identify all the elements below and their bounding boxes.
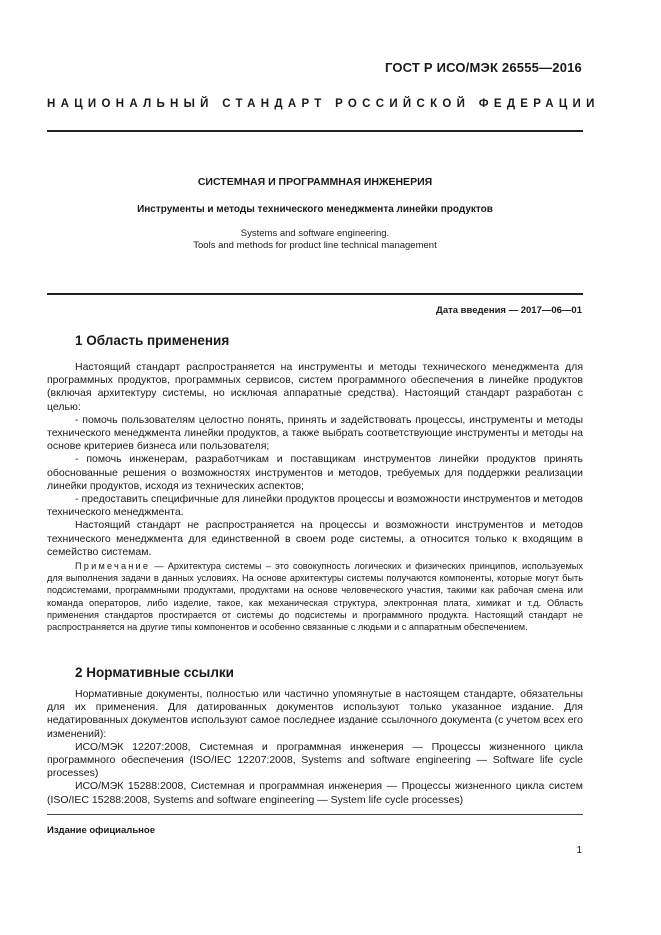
list-item: - помочь пользователям целостно понять, принять и задействовать процессы, инструменты и методы технического менеджмента линейки продуктов, а также выбрать соответствующие инструменты и методы на основе критериев бизнеса или пользователя;: [47, 413, 583, 453]
english-title-line-2: Tools and methods for product line technical management: [193, 240, 437, 251]
reference-item: ИСО/МЭК 12207:2008, Системная и программная инженерия — Процессы жизненного цикла программного обеспечения (ISO/IEC 12207:2008, Systems and software engineering — Software life cycle processes): [47, 740, 583, 780]
section-heading: 1 Область применения: [75, 333, 230, 348]
list-item: - помочь инженерам, разработчикам и поставщикам инструментов линейки продуктов принять обоснованные решения о возможностях инструментов и методов, требуемых для поддержки реализации линейки продуктов, исходя из технических аспектов;: [47, 453, 583, 492]
section-2-body: [47, 688, 583, 807]
paragraph: Нормативные документы, полностью или частично упомянутые в настоящем стандарте, обязательны для их применения. Для датированных документов используют только указанное издание. Для недатированных документов используют самое последнее издание ссылочного документа (с учетом всех его изменений):: [47, 688, 583, 740]
page-number: 1: [576, 845, 582, 856]
reference-item: ИСО/МЭК 15288:2008, Системная и программная инженерия — Процессы жизненного цикла систем (ISO/IEC 15288:2008, Systems and software engineering — System life cycle processes): [47, 780, 583, 806]
note-label: Примечание: [75, 561, 151, 571]
document-code: ГОСТ Р ИСО/МЭК 26555—2016: [384, 60, 582, 75]
national-standard-banner: НАЦИОНАЛЬНЫЙ СТАНДАРТ РОССИЙСКОЙ ФЕДЕРАЦИИ: [47, 98, 600, 110]
footer-divider: [47, 814, 583, 815]
paragraph: Настоящий стандарт распространяется на инструменты и методы технического менеджмента для программных продуктов, программных сервисов, систем программного обеспечения в линейке продуктов (включая архитектуру системы, но исключая аппаратные средства). Настоящий стандарт разработан с целью:: [47, 361, 583, 413]
section-2-heading: [75, 665, 234, 680]
note-paragraph: [47, 560, 583, 633]
introduction-date: Дата введения — 2017—06—01: [436, 305, 582, 316]
paragraph: Настоящий стандарт не распространяется на процессы и возможности инструментов и методов технического менеджмента для единственной в своем роде системы, а относится только к входящим в семейство системам.: [47, 519, 583, 558]
official-edition-label: Издание официальное: [47, 825, 155, 836]
section-1-heading: [75, 333, 229, 348]
section-1-body: [47, 361, 583, 559]
header-divider: [47, 130, 583, 132]
note-block: [47, 560, 583, 633]
list-item: - предоставить специфичные для линейки продуктов процессы и возможности инструментов и методов технического менеджмента.: [47, 493, 583, 519]
english-title: [47, 228, 583, 252]
title-divider: [47, 293, 583, 295]
note-text: — Архитектура системы – это совокупность логических и физических принципов, используемых для выполнения задачи в данных условиях. На основе архитектуры системы получаются компоненты, которые могут быть подсистемами, программными продуктами, продуктами на основе человеческого участия, такими как рабочая смена или команда операторов, либо изделие, такое, как механическая структура, электронная плата, химикат и т.д. Область применения стандартов простирается от системы до подсистемы и программного продукта. Настоящий стандарт не распространяется на другие типы компонентов и особенно связанные с людьми и с аппаратным обеспечением.: [47, 561, 583, 633]
section-heading: 2 Нормативные ссылки: [75, 665, 234, 680]
english-title-line-1: Systems and software engineering.: [240, 228, 390, 239]
document-subtitle: Инструменты и методы технического менеджмента линейки продуктов: [137, 204, 493, 215]
document-title: СИСТЕМНАЯ И ПРОГРАММНАЯ ИНЖЕНЕРИЯ: [197, 176, 433, 188]
